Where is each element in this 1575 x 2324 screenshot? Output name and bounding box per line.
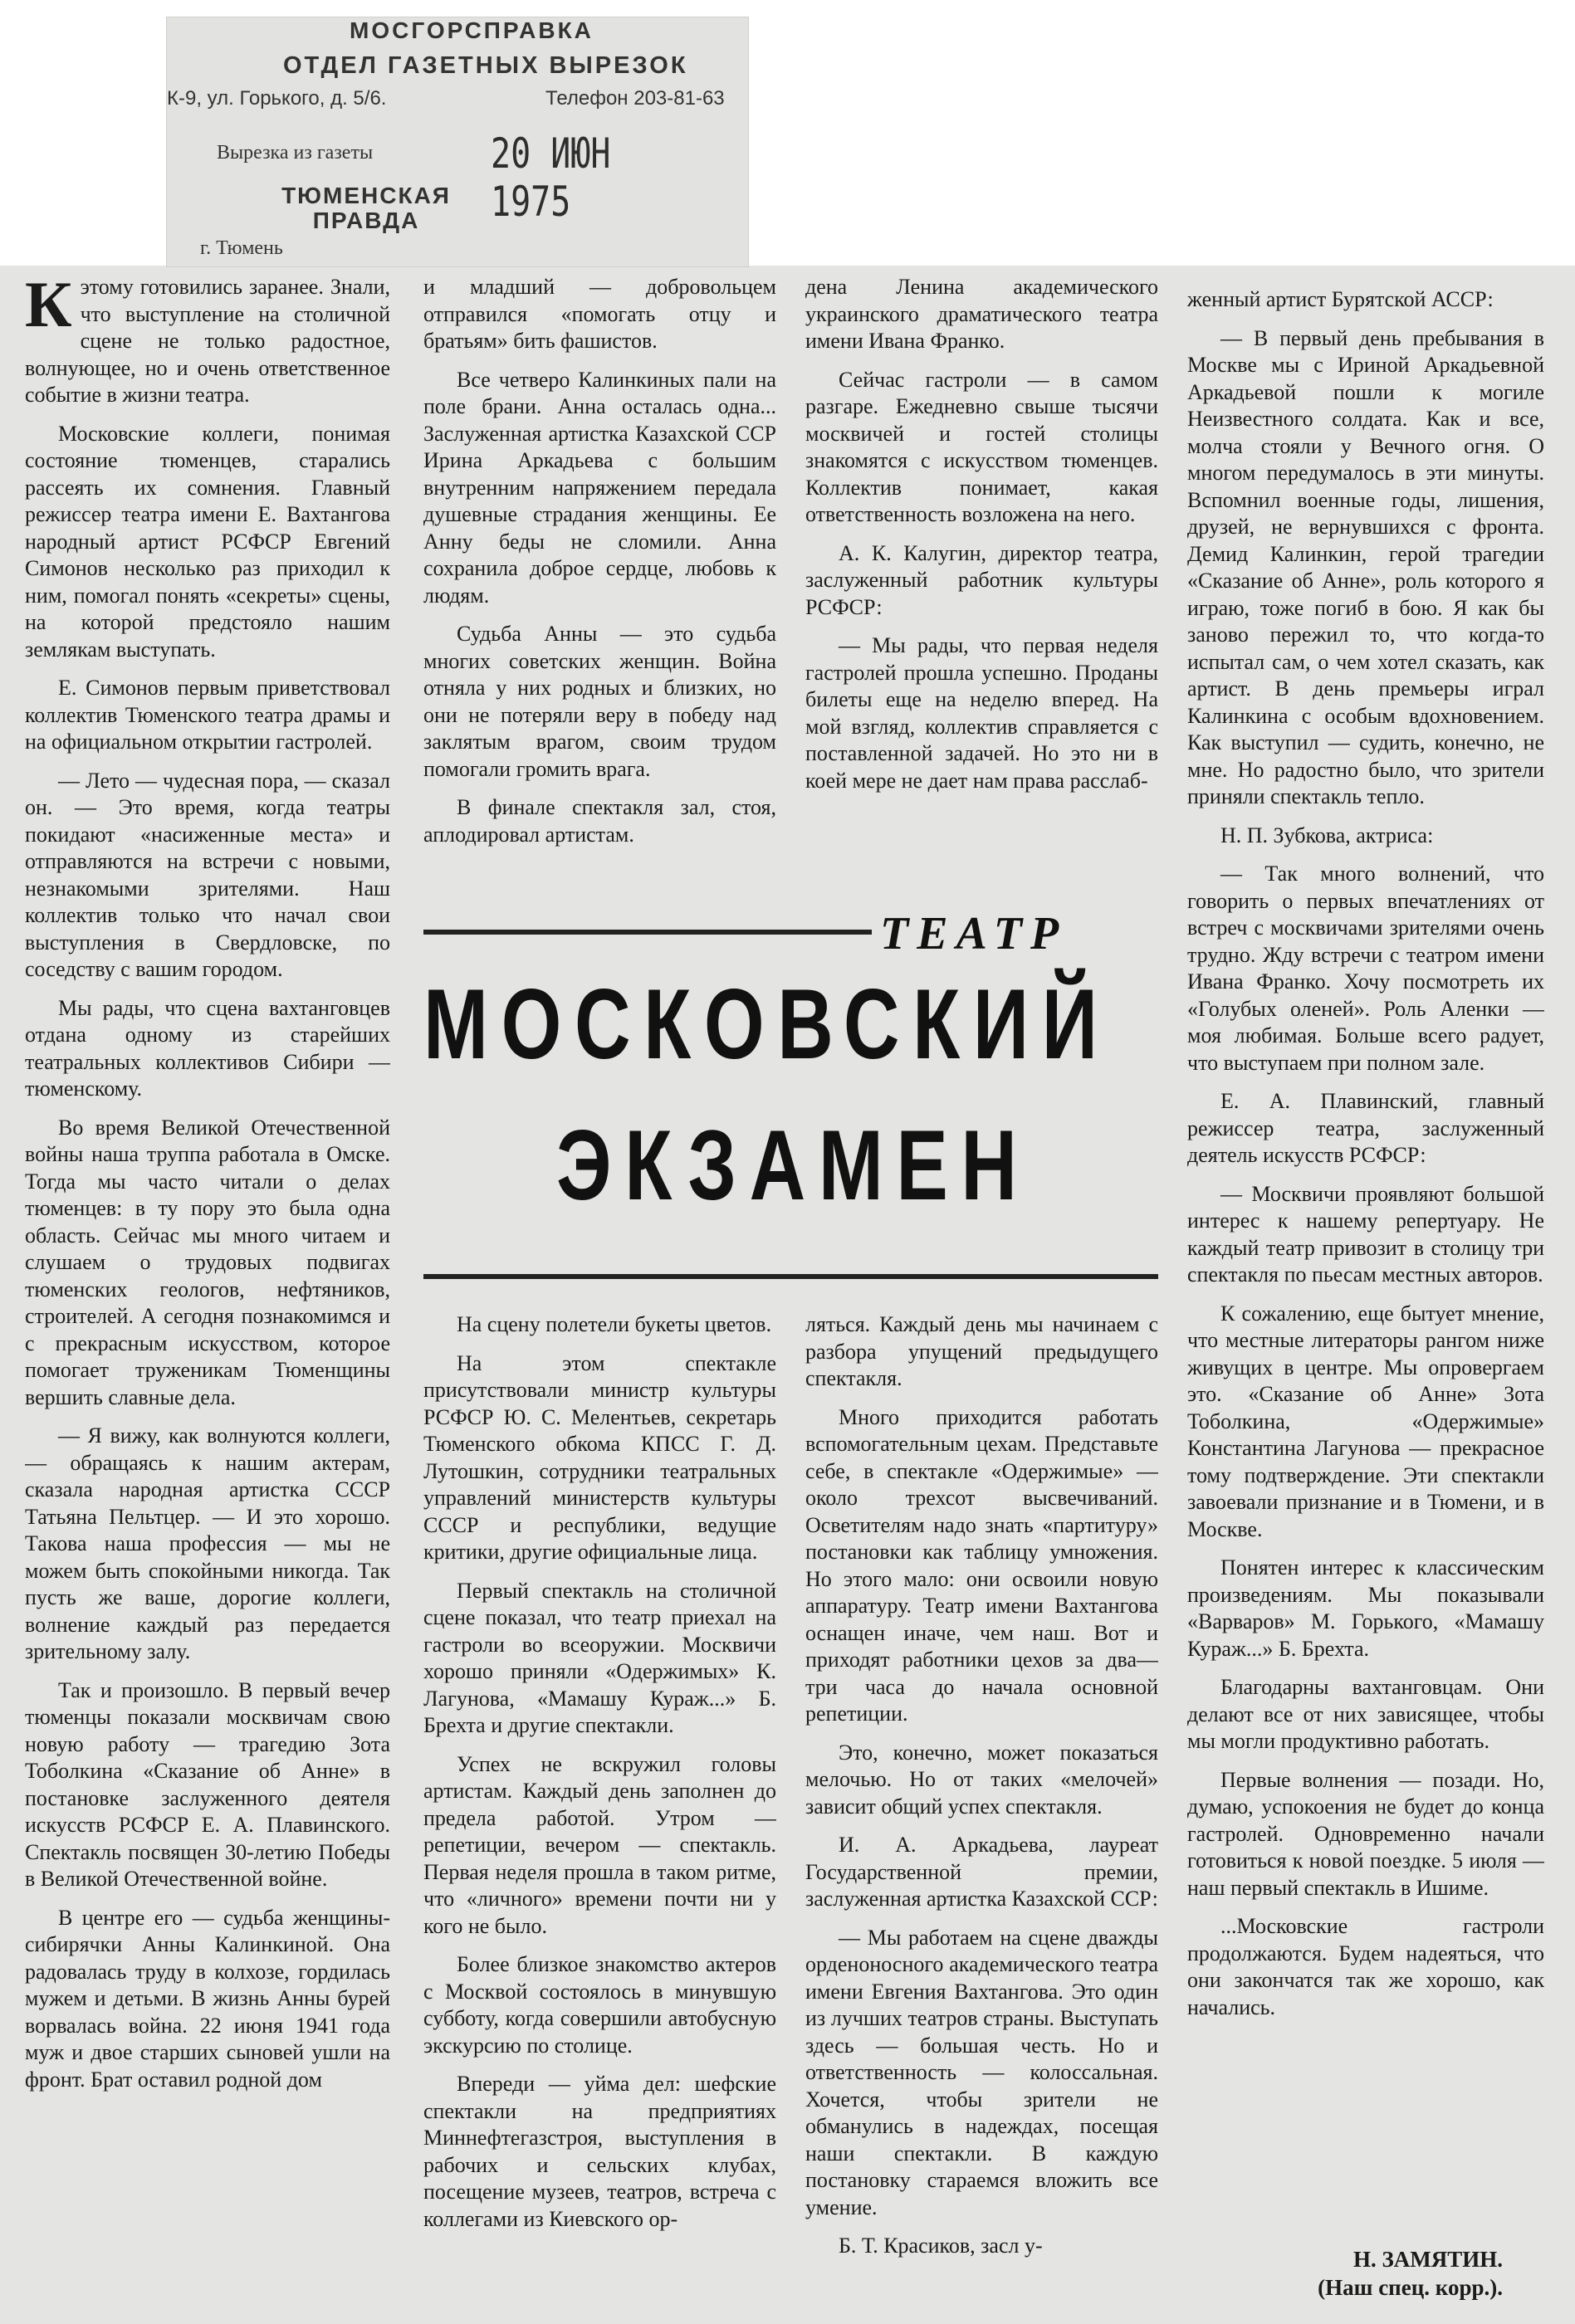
paragraph: Мы рады, что сцена вахтанговцев отдана одному из старейших театральных коллективов Сибири — тюменскому. [25, 995, 390, 1101]
paragraph: — Я вижу, как волнуются коллеги, — обращаясь к нашим актерам, сказала народная артистка СССР Татьяна Пельтцер. — И это хорошо. Такова наша профессия — мы не можем быть спокойными никогда. Так пусть же ваше, дорогие коллеги, волнение каждый раз передается зрительному залу. [25, 1423, 390, 1663]
paragraph: Первые волнения — позади. Но, думаю, успокоения не будет до конца гастролей. Одновременно начали готовиться к новой поездке. 5 июля — наш первый спектакль в Ишиме. [1187, 1767, 1544, 1900]
paragraph: Это, конечно, может показаться мелочью. Но от таких «мелочей» зависит общий успех спектакля. [805, 1740, 1158, 1819]
stamp-phone: Телефон 203-81-63 [545, 87, 725, 110]
paragraph: Благодарны вахтанговцам. Они делают все от них зависящее, чтобы мы могли продуктивно работать. [1187, 1675, 1544, 1753]
paragraph: ...Московские гастроли продолжаются. Будем надеяться, что они закончатся так же хорошо, как начались. [1187, 1914, 1544, 2019]
paragraph: — В первый день пребывания в Москве мы с Ириной Аркадьевной Аркадьевой пошли к могиле Неизвестного солдата. Как и все, молча стояли у Вечного огня. О многом передумалось в эти минуты. Вспомнил военные годы, лишения, друзей, не вернувшихся с фронта. Демид Калинкин, герой трагедии «Сказание об Анне», роль которого я играю, тоже погиб в бою. Я как бы заново пережил то, что когда-то испытал сам, о чем хотел сказать, как артист. В день премьеры играл Калинкина с особым вдохновением. Как выступил — судить, конечно, не мне. Но радостно было, что зрители приняли спектакль тепло. [1187, 325, 1544, 808]
stamp-newspaper: ТЮМЕНСКАЯ ПРАВДА [281, 183, 451, 233]
headline-line-2: ЭКЗАМЕН [556, 1110, 1030, 1221]
paragraph: К сожалению, еще бытует мнение, что местные литераторы рангом ниже живущих в центре. Мы опровергаем это. «Сказание об Анне» Зота Тоболкина, «Одержимые» Константина Лагунова — прекрасное тому подтверждение. Эти спектакли завоевали признание и в Тюмени, и в Москве. [1187, 1301, 1544, 1541]
paragraph: В центре его — судьба женщины-сибирячки Анны Калинкиной. Она радовалась труду в колхозе, гордилась мужем и детьми. В жизнь Анны бурей ворвалась война. 22 июня 1941 года муж и двое старших сыновей ушли на фронт. Брат оставил родной дом [25, 1905, 390, 2092]
stamp-department: ОТДЕЛ ГАЗЕТНЫХ ВЫРЕЗОК [283, 52, 688, 79]
paragraph: На этом спектакле присутствовали министр культуры РСФСР Ю. С. Мелентьев, секретарь Тюменского обкома КПСС Г. Д. Лутошкин, сотрудники театральных управлений министерств культуры СССР и республики, ведущие критики, другие официальные лица. [423, 1350, 776, 1564]
paragraph: В финале спектакля зал, стоя, аплодировал артистам. [423, 795, 776, 847]
paragraph: Все четверо Калинкиных пали на поле брани. Анна осталась одна... Заслуженная артистка Казахской ССР Ирина Аркадьева с большим внутренним напряжением передала душевные страдания женщины. Ее Анну беды не сломили. Анна сохранила доброе сердце, любовь к людям. [423, 367, 776, 608]
article-column-1 [25, 274, 390, 2320]
article-column-4 [1187, 286, 1544, 2241]
paragraph: Более близкое знакомство актеров с Москвой состоялось в минувшую субботу, когда совершили автобусную экскурсию по столице. [423, 1952, 776, 2058]
stamp-agency: МОСГОРСПРАВКА [350, 17, 594, 43]
article-column-2-top [423, 274, 776, 872]
stamp-city: г. Тюмень [200, 237, 283, 259]
paragraph: А. К. Калугин, директор театра, заслуженный работник культуры РСФСР: [805, 540, 1158, 619]
paragraph: и младший — добровольцем отправился «помогать отцу и братьям» бить фашистов. [423, 275, 776, 353]
author-name: Н. ЗАМЯТИН. [1353, 2247, 1503, 2272]
paragraph: Б. Т. Красиков, засл у- [839, 2234, 1043, 2258]
headline-rule-bottom [423, 1274, 1158, 1279]
section-kicker: ТЕАТР [880, 908, 1068, 959]
paragraph: — Лето — чудесная пора, — сказал он. — Это время, когда театры покидают «насиженные места» и отправляются на встречи с новыми, незнакомыми зрителями. Наш коллектив только что начал свои выступления в Свердловске, по соседству с вашим городом. [25, 768, 390, 981]
paragraph: Так и произошло. В первый вечер тюменцы показали москвичам свою новую работу — трагедию Зота Тоболкина «Сказание об Анне» в постановке заслуженного деятеля искусств РСФСР Е. А. Плавинского. Спектакль посвящен 30-летию Победы в Великой Отечественной войне. [25, 1677, 390, 1891]
article-column-3-top [805, 274, 1158, 872]
paragraph: Первый спектакль на столичной сцене показал, что театр приехал на гастроли во всеоружии. Москвичи хорошо приняли «Одержимых» К. Лагунова, «Мамашу Кураж...» Б. Брехта и другие спектакли. [423, 1578, 776, 1737]
paragraph: Судьба Анны — это судьба многих советских женщин. Война отняла у них родных и близких, но они не потеряли веру в победу над заклятым врагом, своим трудом помогали громить врага. [423, 622, 776, 781]
article-column-2-bottom [423, 1311, 776, 2316]
paragraph: Е. Симонов первым приветствовал коллектив Тюменского театра драмы и на официальном открытии гастролей. [25, 676, 390, 754]
paragraph: И. А. Аркадьева, лауреат Государственной премии, заслуженная артистка Казахской ССР: [805, 1833, 1158, 1911]
paragraph: дена Ленина академического украинского драматического театра имени Ивана Франко. [805, 275, 1158, 353]
paragraph: женный артист Бурятской АССР: [1187, 287, 1494, 311]
paragraph: Сейчас гастроли — в самом разгаре. Ежедневно свыше тысячи москвичей и гостей столицы знакомятся с искусством тюменцев. Коллектив понимает, какая ответственность возложена на него. [805, 367, 1158, 526]
stamp-address: К-9, ул. Горького, д. 5/6. [167, 87, 387, 110]
paragraph: Успех не вскружил головы артистам. Каждый день заполнен до предела работой. Утром — репетиции, вечером — спектакль. Первая неделя прошла в таком ритме, что «личного» времени почти ни у кого не было. [423, 1751, 776, 1938]
paragraph: Во время Великой Отечественной войны наша труппа работала в Омске. Тогда мы часто читали о делах тюменцев: в ту пору это была одна область. Сейчас мы много читаем и слушаем о трудовых подвигах тюменских геологов, нефтяников, строителей. А сегодня познакомимся и с прекрасным искусством, которое помогает труженикам Тюменщины вершить славные дела. [25, 1115, 390, 1409]
archive-stamp [166, 17, 749, 267]
paragraph: Е. А. Плавинский, главный режиссер театра, заслуженный деятель искусств РСФСР: [1187, 1089, 1544, 1167]
paragraph: — Мы работаем на сцене дважды орденоносного академического театра имени Евгения Вахтангова. Это один из лучших театров страны. Выступать здесь — большая честь. Но и ответственность — колоссальная. Хочется, чтобы зрители не обманулись в надеждах, посещая наши спектакли. В каждую постановку стараемся вложить все умение. [805, 1925, 1158, 2219]
paragraph: Понятен интерес к классическим произведениям. Мы показывали «Варваров» М. Горького, «Мамашу Кураж...» Б. Брехта. [1187, 1555, 1544, 1661]
paragraph: На сцену полетели букеты цветов. [457, 1312, 772, 1336]
author-note: (Наш спец. корр.). [1318, 2275, 1503, 2300]
stamp-date: 20 ИЮН 1975 [491, 129, 611, 226]
paragraph: Московские коллеги, понимая состояние тюменцев, старались рассеять их сомнения. Главный режиссер театра имени Е. Вахтангова народный артист РСФСР Евгений Симонов несколько раз приходил к ним, помогал понять «секреты» сцены, на которой предстояло нашим землякам выступать. [25, 421, 390, 662]
paragraph: ляться. Каждый день мы начинаем с разбора упущений предыдущего спектакля. [805, 1312, 1158, 1390]
article-column-3-bottom [805, 1311, 1158, 2316]
headline-rule-top [423, 930, 872, 935]
paragraph: Много приходится работать вспомогательным цехам. Представьте себе, в спектакле «Одержимые» — около трехсот высвечиваний. Осветителям надо знать «партитуру» постановки как таблицу умножения. Но этого мало: они освоили новую аппаратуру. Театр имени Вахтангова оснащен иначе, чем наш. Вот и приходят работники цехов за два—три часа до начала основной репетиции. [805, 1404, 1158, 1726]
paragraph: — Мы рады, что первая неделя гастролей прошла успешно. Проданы билеты еще на неделю вперед. На мой взгляд, коллектив справляется с поставленной задачей. Но это ни в коей мере не дает нам права расслаб- [805, 633, 1158, 793]
stamp-clip-from: Вырезка из газеты [217, 142, 374, 164]
paragraph: Н. П. Зубкова, актриса: [1220, 823, 1434, 847]
author-signature [1187, 2245, 1503, 2302]
drop-cap: К [25, 274, 72, 340]
paragraph: этому готовились заранее. Знали, что выступление на столичной сцене не только радостное, волнующее, но и очень ответственное событие в жизни театра. [25, 275, 390, 407]
paragraph: — Так много волнений, что говорить о первых впечатлениях от встреч с москвичами зрителями очень трудно. Жду встречи с театром имени Ивана Франко. Хочу посмотреть их «Голубых оленей». Роль Аленки — моя любимая. Больше всего радует, что выступаем при полном зале. [1187, 862, 1544, 1075]
paragraph: — Москвичи проявляют большой интерес к нашему репертуару. Не каждый театр привозит в столицу три спектакля по пьесам местных авторов. [1187, 1181, 1544, 1286]
headline-line-1: МОСКОВСКИЙ [423, 969, 1111, 1080]
paragraph: Впереди — уйма дел: шефские спектакли на предприятиях Миннефтегазстроя, выступления в рабочих и сельских клубах, посещение музеев, театров, встреча с коллегами из Киевского ор- [423, 2072, 776, 2231]
